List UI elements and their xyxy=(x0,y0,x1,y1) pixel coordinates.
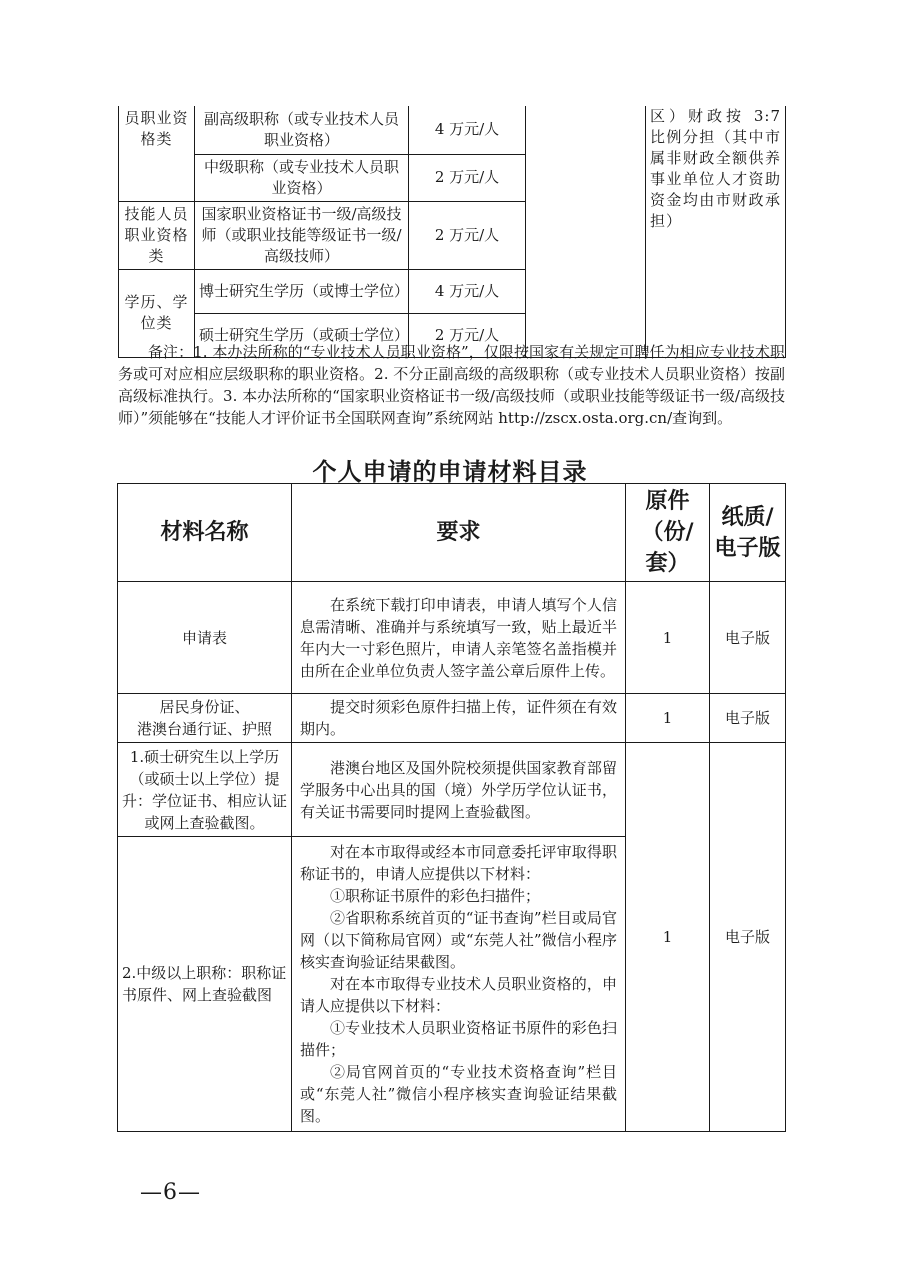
material-requirement xyxy=(292,694,626,743)
requirement-paragraph: ①专业技术人员职业资格证书原件的彩色扫描件； xyxy=(300,1019,617,1059)
requirement-paragraph: ①职称证书原件的彩色扫描件； xyxy=(330,887,541,905)
title-cell: 博士研究生学历（或博士学位） xyxy=(195,269,409,313)
material-name xyxy=(118,694,292,743)
page-number: —6— xyxy=(140,1180,201,1205)
header-format: 纸质/电子版 xyxy=(710,484,786,582)
requirement-text: 港澳台地区及国外院校须提供国家教育部留学服务中心出具的国（境）外学历学位认证书，有关证书需要同时提网上查验截图。 xyxy=(300,758,617,821)
material-name-line: 港澳台通行证、护照 xyxy=(136,720,272,738)
header-copies: 原件（份/套） xyxy=(626,484,710,582)
header-requirement: 要求 xyxy=(292,484,626,582)
category-cell: 学历、学位类 xyxy=(119,269,195,357)
requirement-text: 提交时须彩色原件扫描上传，证件须在有效期内。 xyxy=(300,698,617,738)
table-row xyxy=(118,582,786,694)
table-row xyxy=(119,106,786,154)
requirement-paragraph: 对在本市取得专业技术人员职业资格的，申请人应提供以下材料： xyxy=(300,975,617,1015)
material-format: 电子版 xyxy=(710,582,786,694)
material-name: 申请表 xyxy=(118,582,292,694)
materials-table xyxy=(117,483,786,1132)
header-row xyxy=(118,484,786,582)
material-name: 2.中级以上职称：职称证书原件、网上查验截图 xyxy=(118,837,292,1132)
title-cell: 副高级职称（或专业技术人员职业资格） xyxy=(195,106,409,154)
table-footnote: 备注：1. 本办法所称的“专业技术人员职业资格”，仅限按国家有关规定可聘任为相应专业技术职务或可对应相应层级职称的职业资格。2. 不分正副高级的高级职称（或专业技术人员职业资格）按副高级标准执行。3. 本办法所称的“国家职业资格证书一级/高级技师（或职业技能等级证书一级/高级技师）”须能够在“技能人才评价证书全国联网查询”系统网站 http://zscx.osta.org.cn/查询到。 xyxy=(118,343,785,427)
requirement-paragraph: ②局官网首页的“专业技术资格查询”栏目或“东莞人社”微信小程序核实查询验证结果截图。 xyxy=(300,1063,617,1125)
side-note-cell: 区）财政按 3:7 比例分担（其中市属非财政全额供养事业单位人才资助资金均由市财政承担） xyxy=(646,106,786,357)
title-cell: 中级职称（或专业技术人员职业资格） xyxy=(195,154,409,201)
material-copies: 1 xyxy=(626,582,710,694)
table-row xyxy=(118,694,786,743)
requirement-text: 在系统下载打印申请表，申请人填写个人信息需清晰、准确并与系统填写一致，贴上最近半年内大一寸彩色照片，申请人亲笔签名盖指模并由所在企业单位负责人签字盖公章后原件上传。 xyxy=(300,595,617,680)
amount-cell: 2 万元/人 xyxy=(409,313,526,357)
title-cell: 硕士研究生学历（或硕士学位） xyxy=(195,313,409,357)
table-row xyxy=(118,743,786,837)
requirement-paragraph: ②省职称系统首页的“证书查询”栏目或局官网（以下简称局官网）或“东莞人社”微信小程序核实查询验证结果截图。 xyxy=(300,909,617,971)
material-format: 电子版 xyxy=(710,743,786,1132)
material-requirement xyxy=(292,743,626,837)
category-cell: 员职业资格类 xyxy=(119,106,195,201)
header-name: 材料名称 xyxy=(118,484,292,582)
material-copies: 1 xyxy=(626,694,710,743)
requirement-paragraph: 对在本市取得或经本市同意委托评审取得职称证书的，申请人应提供以下材料： xyxy=(300,843,617,883)
material-name: 1.硕士研究生以上学历（或硕士以上学位）提升：学位证书、相应认证或网上查验截图。 xyxy=(118,743,292,837)
material-format: 电子版 xyxy=(710,694,786,743)
category-cell: 技能人员职业资格类 xyxy=(119,201,195,269)
amount-cell: 4 万元/人 xyxy=(409,269,526,313)
material-requirement xyxy=(292,582,626,694)
material-name-line: 居民身份证、 xyxy=(159,698,250,716)
subsidy-table xyxy=(118,106,786,358)
amount-cell: 2 万元/人 xyxy=(409,201,526,269)
section-title: 个人申请的申请材料目录 xyxy=(312,458,588,486)
material-requirement xyxy=(292,837,626,1132)
material-copies: 1 xyxy=(626,743,710,1132)
amount-cell: 4 万元/人 xyxy=(409,106,526,154)
amount-cell: 2 万元/人 xyxy=(409,154,526,201)
blank-cell xyxy=(526,106,646,357)
title-cell: 国家职业资格证书一级/高级技师（或职业技能等级证书一级/高级技师） xyxy=(195,201,409,269)
